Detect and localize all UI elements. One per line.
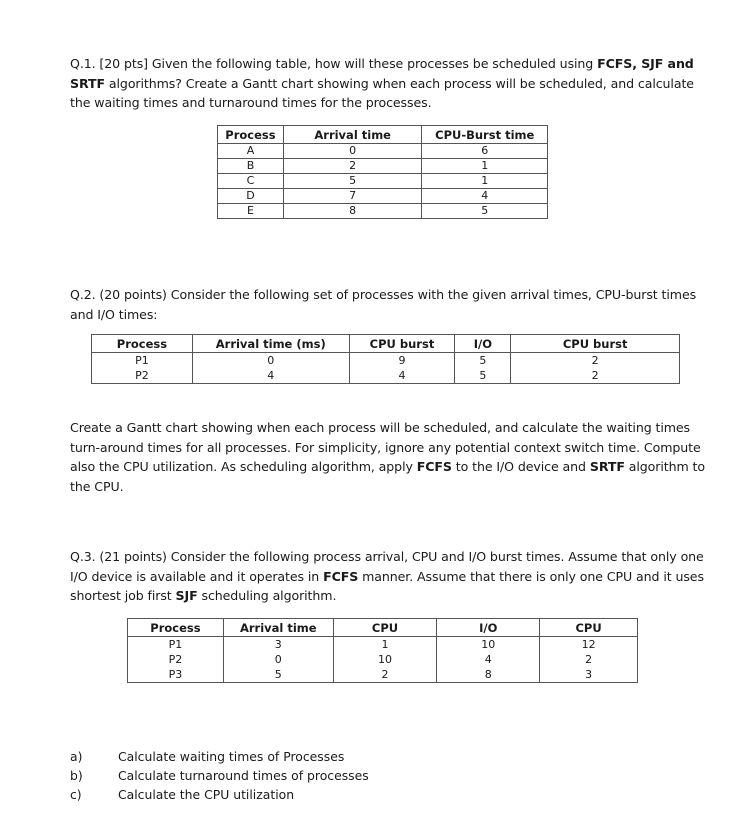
list-text: Calculate turnaround times of processes [118,768,369,783]
q3-table [127,618,638,683]
table-row: P2 4 4 5 2 [92,368,680,384]
list-item [70,766,369,785]
q2-body: Create a Gantt chart showing when each process will be scheduled, and calculate the waiting times turn-around times for all processes. For simplicity, ignore any potential context switch time. Compute also the CPU utilization. As scheduling algorithm, apply FCFS to the I/O device and SRTF algorithm to the CPU. [70,420,705,494]
q2-table [91,334,680,384]
col-header: CPU [333,619,437,637]
table-row: P1 0 9 5 2 [92,353,680,369]
col-header: I/O [455,335,511,353]
list-label: c) [70,787,82,802]
col-header: Process [128,619,224,637]
col-header: Process [92,335,193,353]
table-row: A 0 6 [218,144,548,159]
table-row: P1 3 1 10 12 [128,637,638,653]
list-text: Calculate waiting times of Processes [118,749,345,764]
table-row: C 5 1 [218,174,548,189]
table-row: B 2 1 [218,159,548,174]
list-text: Calculate the CPU utilization [118,787,295,802]
q1-table [217,125,548,219]
q1-text: Q.1. [20 pts] Given the following table, how will these processes be scheduled using FCFS, SJF and SRTF algorithms? Create a Gantt chart showing when each process will be scheduled, and calculate the waiting times and turnaround times for the processes. [70,56,694,110]
table-row: D 7 4 [218,189,548,204]
q3-task-list [70,747,369,804]
q3-text: Q.3. (21 points) Consider the following process arrival, CPU and I/O burst times. Assume that only one I/O device is available and it operates in FCFS manner. Assume that there is only one CPU and it uses shortest job first SJF scheduling algorithm. [70,549,704,603]
list-label: b) [70,768,83,783]
table-row: P2 0 10 4 2 [128,652,638,667]
col-header: CPU burst [349,335,455,353]
col-header: Arrival time [283,126,422,144]
list-item [70,747,369,766]
col-header: CPU-Burst time [422,126,548,144]
table-row: E 8 5 [218,204,548,219]
col-header: CPU [540,619,638,637]
col-header: Arrival time (ms) [192,335,349,353]
col-header: I/O [437,619,540,637]
col-header: Arrival time [223,619,333,637]
col-header: CPU burst [511,335,680,353]
col-header: Process [218,126,284,144]
table-row: P3 5 2 8 3 [128,667,638,683]
q2-intro: Q.2. (20 points) Consider the following set of processes with the given arrival times, CPU-burst times and I/O times: [70,287,697,322]
list-item [70,785,369,804]
list-label: a) [70,749,83,764]
